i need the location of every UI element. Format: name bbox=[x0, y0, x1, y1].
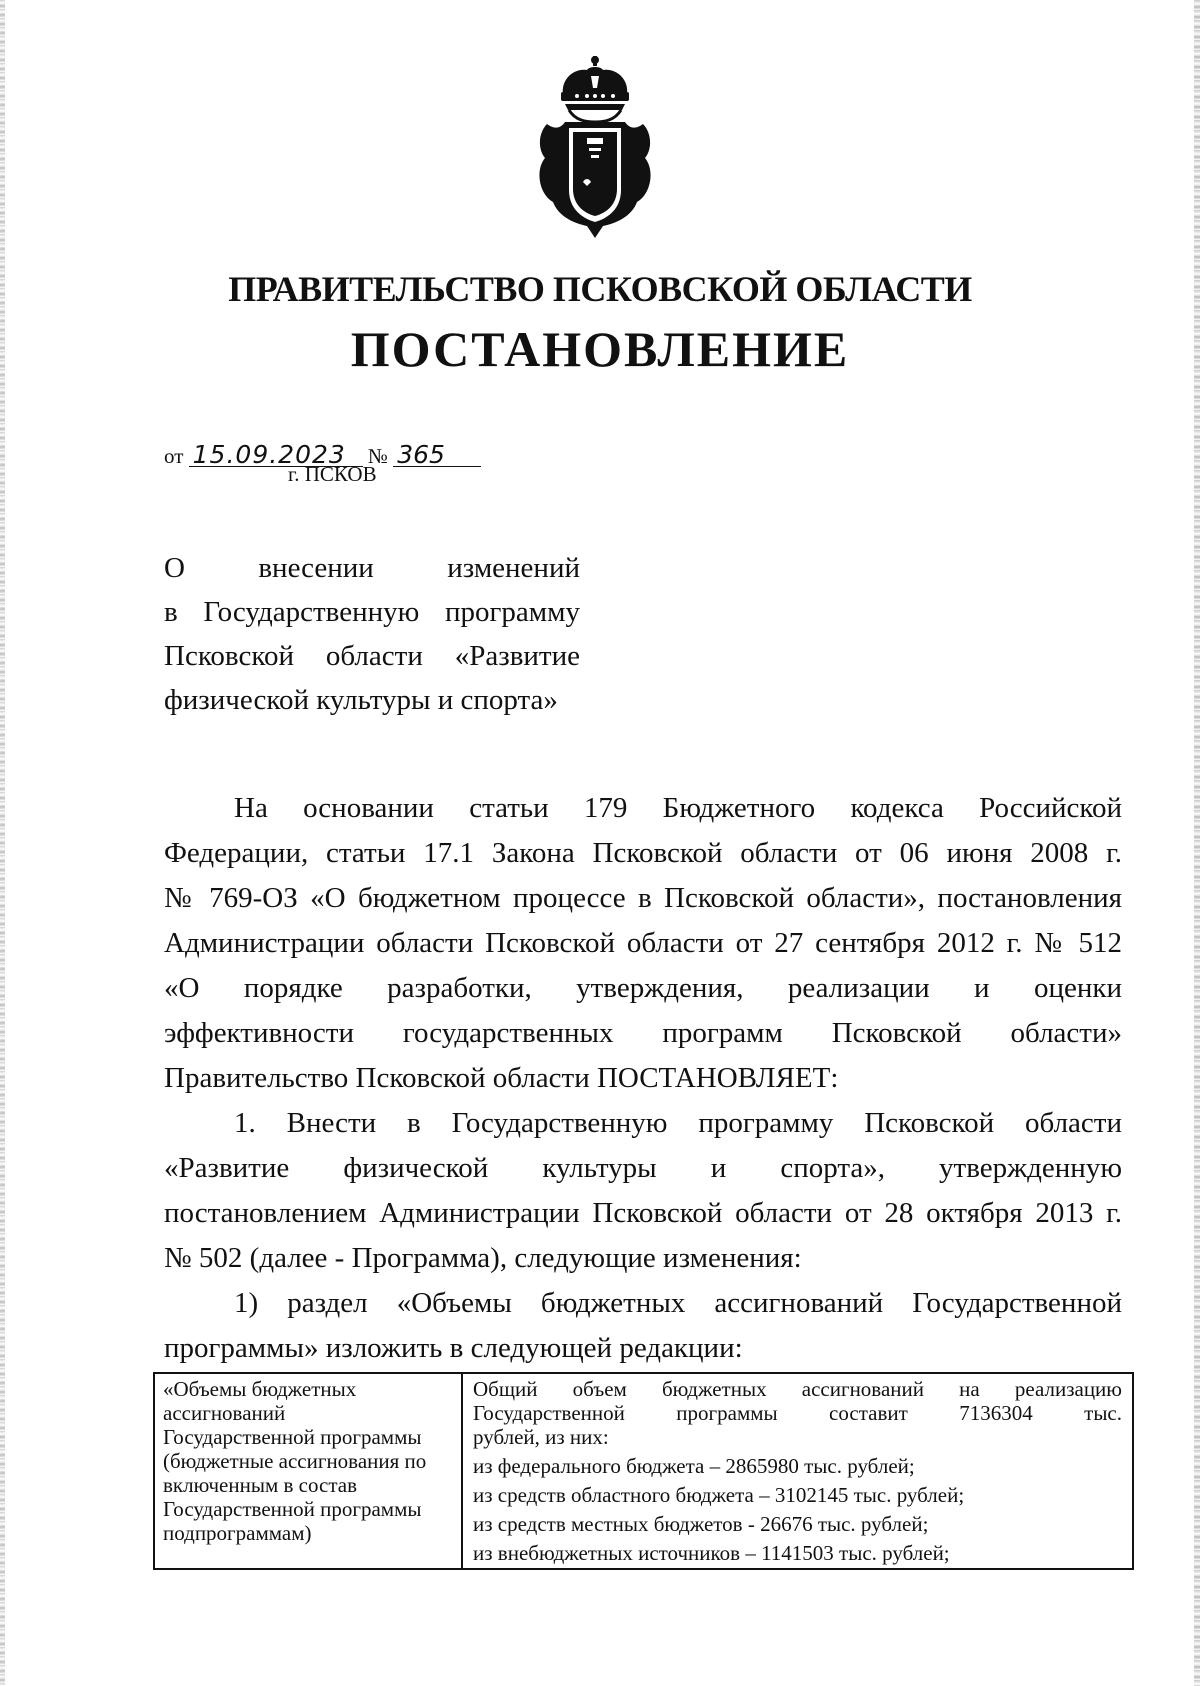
scan-edge-right bbox=[1194, 0, 1200, 1686]
funding-source-item: из федерального бюджета – 2865980 тыс. рублей; bbox=[473, 1454, 915, 1478]
cell-line: включенным в состав bbox=[163, 1473, 357, 1497]
funding-source-item: из внебюджетных источников – 1141503 тыс. рублей; bbox=[473, 1541, 950, 1565]
cell-line: Государственной программы bbox=[163, 1497, 422, 1521]
subject-line: физической культуры и спорта» bbox=[164, 684, 558, 716]
cell-line: ассигнований bbox=[163, 1401, 286, 1425]
subject-line: в Государственную программу bbox=[164, 596, 580, 628]
scan-edge-left bbox=[0, 0, 5, 1686]
body-line: Администрации области Псковской области от 27 сентября 2012 г. № 512 bbox=[164, 927, 1122, 959]
cell-line: подпрограммам) bbox=[163, 1521, 312, 1545]
document-type-title: ПОСТАНОВЛЕНИЕ bbox=[350, 321, 850, 377]
cell-line: Государственной программы bbox=[163, 1425, 422, 1449]
body-paragraph-subitem-1 bbox=[164, 1281, 1122, 1371]
body-line: «О порядке разработки, утверждения, реализации и оценки bbox=[164, 972, 1122, 1004]
subject-line: О внесении изменений bbox=[164, 552, 580, 584]
body-line: Правительство Псковской области ПОСТАНОВЛЯЕТ: bbox=[164, 1062, 839, 1094]
funding-source-item: из средств местных бюджетов - 26676 тыс. рублей; bbox=[473, 1512, 929, 1536]
city-label: г. ПСКОВ bbox=[288, 462, 377, 486]
table-row bbox=[154, 1373, 1133, 1569]
body-line: Федерации, статьи 17.1 Закона Псковской области от 06 июня 2008 г. bbox=[164, 837, 1122, 869]
cell-line: Общий объем бюджетных ассигнований на реализацию bbox=[473, 1377, 1122, 1401]
cell-line: Государственной программы составит 7136304 тыс. bbox=[473, 1401, 1122, 1425]
body-paragraph-item-1 bbox=[164, 1101, 1122, 1281]
funding-source-item: из средств областного бюджета – 3102145 тыс. рублей; bbox=[473, 1483, 965, 1507]
body-line: 1. Внести в Государственную программу Псковской области bbox=[234, 1107, 1122, 1139]
organization-name: ПРАВИТЕЛЬСТВО ПСКОВСКОЙ ОБЛАСТИ bbox=[228, 269, 972, 309]
document-number: 365 bbox=[393, 444, 481, 467]
document-subject bbox=[164, 546, 580, 722]
body-line: № 502 (далее - Программа), следующие изменения: bbox=[164, 1242, 802, 1274]
body-paragraph-basis bbox=[164, 786, 1122, 1101]
body-line: эффективности государственных программ Псковской области» bbox=[164, 1017, 1122, 1049]
body-line: 1) раздел «Объемы бюджетных ассигнований Государственной bbox=[234, 1287, 1122, 1319]
table-cell-section-name bbox=[154, 1373, 462, 1569]
body-line: программы» изложить в следующей редакции: bbox=[164, 1332, 743, 1364]
body-line: На основании статьи 179 Бюджетного кодекса Российской bbox=[234, 792, 1122, 824]
table-cell-section-content bbox=[462, 1373, 1133, 1569]
body-line: «Развитие физической культуры и спорта», утвержденную bbox=[164, 1152, 1122, 1184]
document-date: 15.09.2023 bbox=[189, 444, 363, 467]
budget-allocation-table bbox=[153, 1372, 1134, 1570]
cell-line: рублей, из них: bbox=[473, 1425, 609, 1449]
number-label: № bbox=[367, 444, 388, 468]
body-line: постановлением Администрации Псковской области от 28 октября 2013 г. bbox=[164, 1197, 1122, 1229]
document-body bbox=[164, 786, 1122, 1371]
cell-line: (бюджетные ассигнования по bbox=[163, 1449, 427, 1473]
subject-line: Псковской области «Развитие bbox=[164, 640, 580, 672]
pskov-coat-of-arms-icon bbox=[525, 52, 665, 238]
body-line: № 769-ОЗ «О бюджетном процессе в Псковской области», постановления bbox=[164, 882, 1122, 914]
date-label: от bbox=[164, 444, 184, 468]
cell-line: «Объемы бюджетных bbox=[163, 1377, 357, 1401]
